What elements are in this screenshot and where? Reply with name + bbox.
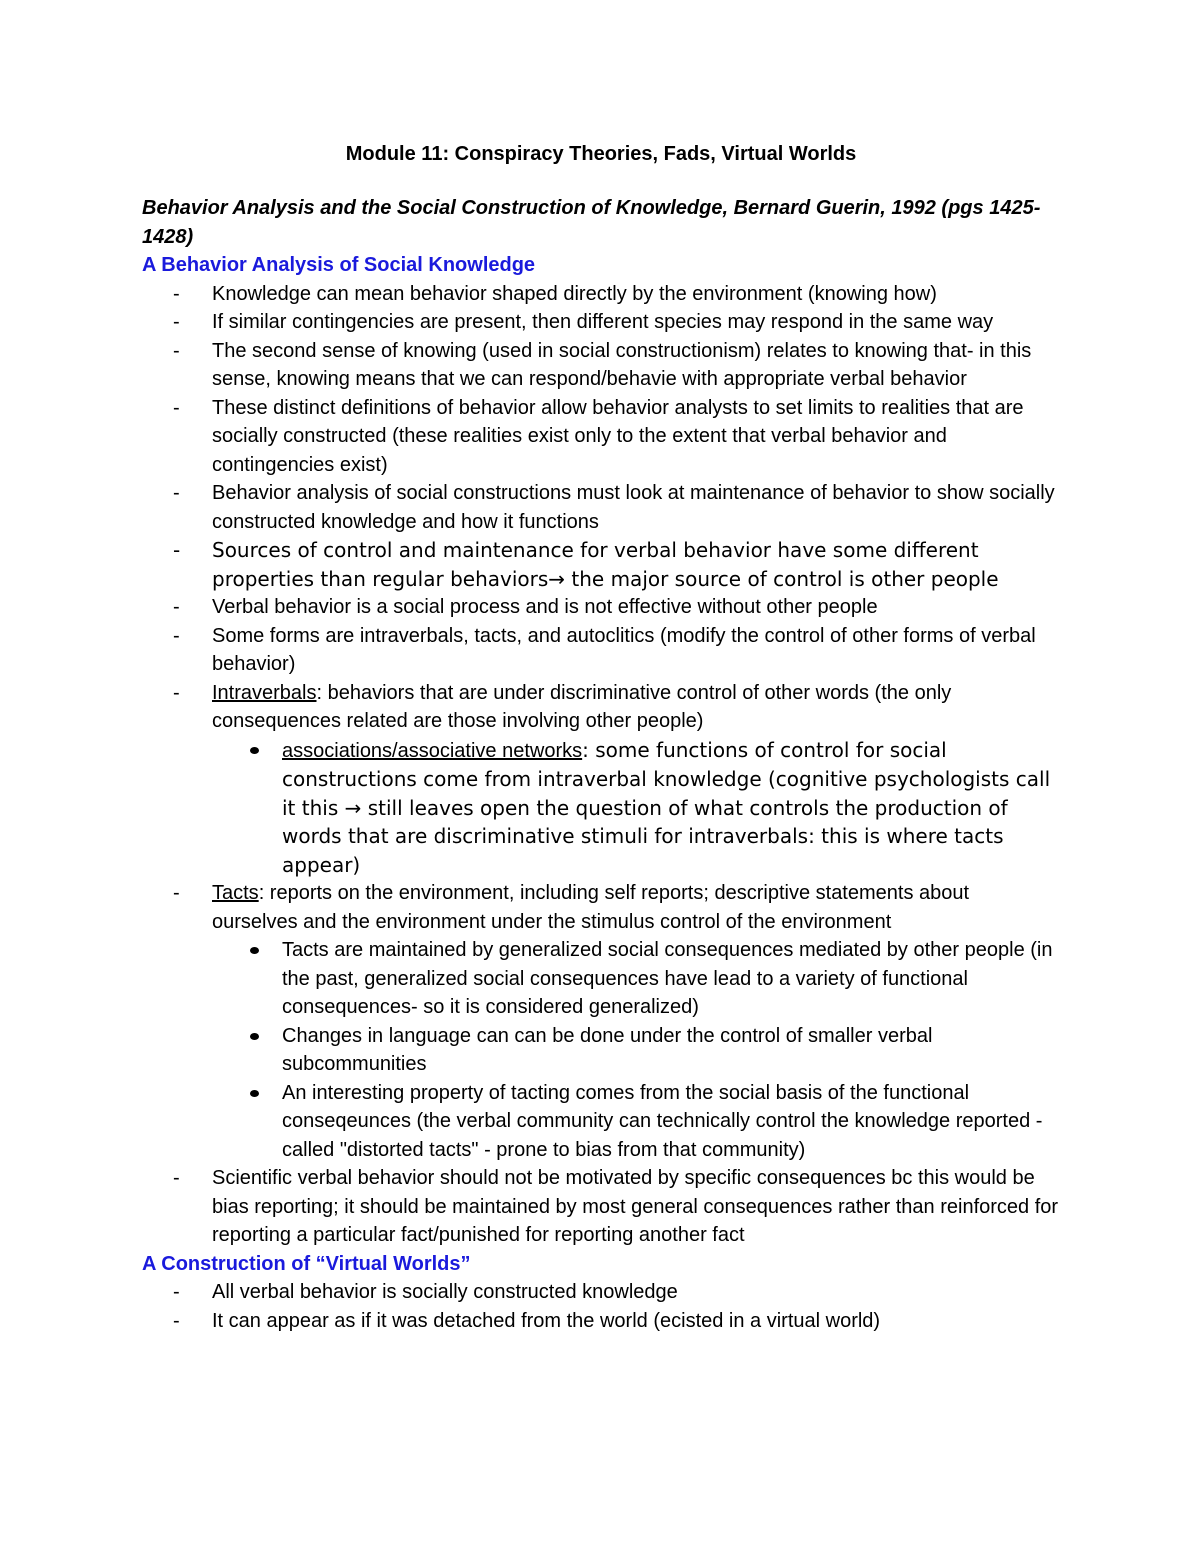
- bullet-dot-icon: [250, 747, 259, 754]
- dash-marker: -: [173, 538, 181, 562]
- sub-list: [212, 936, 1060, 1164]
- list-item: - Knowledge can mean behavior shaped directly by the environment (knowing how): [142, 280, 1060, 309]
- bullet-list-1: [142, 280, 1060, 1250]
- dash-marker: -: [173, 282, 180, 305]
- list-item: - It can appear as if it was detached from the world (ecisted in a virtual world): [142, 1307, 1060, 1336]
- list-item: - Verbal behavior is a social process and is not effective without other people: [142, 593, 1060, 622]
- list-item: - If similar contingencies are present, then different species may respond in the same way: [142, 308, 1060, 337]
- citation: Behavior Analysis and the Social Construction of Knowledge, Bernard Guerin, 1992 (pgs 1425-1428): [142, 197, 1041, 248]
- section-heading-2: A Construction of “Virtual Worlds”: [142, 1252, 471, 1275]
- term-intraverbals: Intraverbals: [212, 681, 317, 704]
- list-item: - Tacts: reports on the environment, including self reports; descriptive statements about ourselves and the environment under the stimulus control of the environment Tacts are maintained by generalized social consequences mediated by other people (in the past, generalized social consequences have lead to a variety of functional consequences- so it is considered generalized) Changes in language can can be done under the control of smaller verbal subcommunities An interesting property of tacting comes from the social basis of the functional conseqeunces (the verbal community can technically control the knowledge reported - called "distorted tacts" - prone to bias from that community): [142, 879, 1060, 1164]
- dash-marker: -: [173, 882, 180, 904]
- dash-marker: -: [173, 1281, 180, 1303]
- list-item: - Behavior analysis of social constructions must look at maintenance of behavior to show socially constructed knowledge and how it functions: [142, 479, 1060, 536]
- dash-marker: -: [173, 396, 180, 419]
- dash-marker: -: [173, 482, 180, 504]
- list-item: - All verbal behavior is socially constructed knowledge: [142, 1278, 1060, 1307]
- dash-marker: -: [173, 1309, 180, 1332]
- dash-marker: -: [173, 339, 180, 362]
- dash-marker: -: [173, 311, 180, 333]
- sub-list-item: associations/associative networks: some functions of control for social constructions come from intraverbal knowledge (cognitive psychologists call it this → still leaves open the question of what controls the production of words that are discriminative stimuli for intraverbals: this is where tacts appear): [212, 736, 1060, 880]
- list-item: - The second sense of knowing (used in social constructionism) relates to knowing that- in this sense, knowing means that we can respond/behavie with appropriate verbal behavior: [142, 337, 1060, 394]
- dash-marker: -: [173, 624, 180, 647]
- term-associations: associations/associative networks: [282, 739, 583, 762]
- bullet-dot-icon: [250, 947, 259, 954]
- sub-list-item: Changes in language can can be done under the control of smaller verbal subcommunities: [212, 1022, 1060, 1079]
- list-item: - Intraverbals: behaviors that are under discriminative control of other words (the only consequences related are those involving other people) associations/associative networks: some functions of control for social constructions come from intraverbal knowledge (cognitive psychologists call it this → still leaves open the question of what controls the production of words that are discriminative stimuli for intraverbals: this is where tacts appear): [142, 679, 1060, 880]
- dash-marker: -: [173, 1167, 180, 1189]
- page-title: Module 11: Conspiracy Theories, Fads, Virtual Worlds: [345, 143, 857, 165]
- bullet-dot-icon: [250, 1090, 259, 1097]
- dash-marker: -: [173, 596, 180, 618]
- list-item: - Some forms are intraverbals, tacts, and autoclitics (modify the control of other forms of verbal behavior): [142, 622, 1060, 679]
- list-item: - Scientific verbal behavior should not be motivated by specific consequences bc this would be bias reporting; it should be maintained by most general consequences rather than reinforced for reporting a particular fact/punished for reporting another fact: [142, 1164, 1060, 1250]
- bullet-dot-icon: [250, 1033, 259, 1040]
- bullet-list-2: [142, 1278, 1060, 1335]
- list-item: - Sources of control and maintenance for verbal behavior have some different properties than regular behaviors→ the major source of control is other people: [173, 538, 999, 591]
- sub-list: [212, 736, 1060, 880]
- sub-list-item: Tacts are maintained by generalized social consequences mediated by other people (in the past, generalized social consequences have lead to a variety of functional consequences- so it is considered generalized): [212, 936, 1060, 1022]
- section-heading-1: A Behavior Analysis of Social Knowledge: [142, 254, 536, 276]
- sub-list-item: An interesting property of tacting comes from the social basis of the functional conseqeunces (the verbal community can technically control the knowledge reported - called "distorted tacts" - prone to bias from that community): [212, 1079, 1060, 1165]
- term-tacts: Tacts: [212, 882, 259, 904]
- list-item: - These distinct definitions of behavior allow behavior analysts to set limits to realities that are socially constructed (these realities exist only to the extent that verbal behavior and contingencies exist): [142, 394, 1060, 480]
- dash-marker: -: [173, 681, 180, 704]
